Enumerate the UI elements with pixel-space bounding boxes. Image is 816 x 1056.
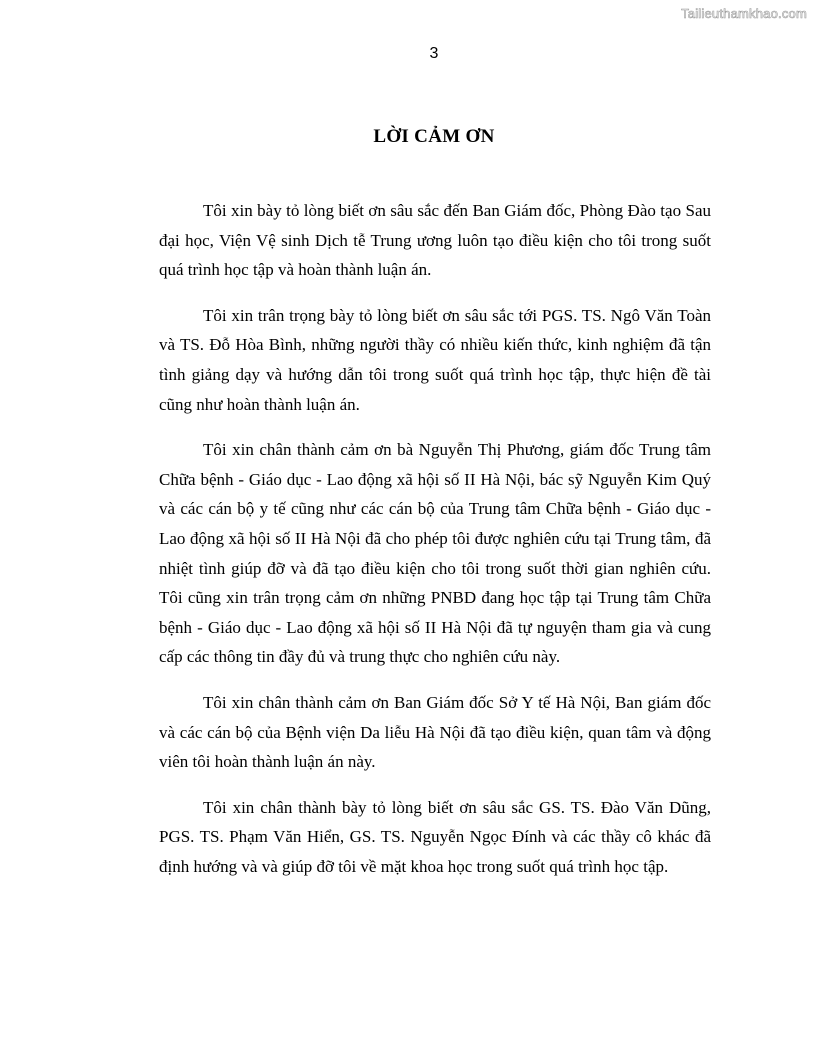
page-title: LỜI CẢM ƠN <box>373 126 495 147</box>
paragraph-3: Tôi xin chân thành cảm ơn bà Nguyễn Thị Phương, giám đốc Trung tâm Chữa bệnh - Giáo dục - Lao động xã hội số II Hà Nội, bác sỹ Nguyễn Kim Quý và các cán bộ y tế cũng như các cán bộ của Trung tâm Chữa bệnh - Giáo dục - Lao động xã hội số II Hà Nội đã cho phép tôi được nghiên cứu tại Trung tâm, đã nhiệt tình giúp đỡ và đã tạo điều kiện cho tôi trong suốt thời gian nghiên cứu. Tôi cũng xin trân trọng cảm ơn những PNBD đang học tập tại Trung tâm Chữa bệnh - Giáo dục - Lao động xã hội số II Hà Nội đã tự nguyện tham gia và cung cấp các thông tin đầy đủ và trung thực cho nghiên cứu này. <box>159 440 711 667</box>
paragraph-4: Tôi xin chân thành cảm ơn Ban Giám đốc Sở Y tế Hà Nội, Ban giám đốc và các cán bộ của Bệnh viện Da liễu Hà Nội đã tạo điều kiện, quan tâm và động viên tôi hoàn thành luận án này. <box>159 692 711 772</box>
document-body <box>159 196 711 897</box>
watermark-text: Tailieuthamkhao.com <box>681 6 807 21</box>
paragraph-2: Tôi xin trân trọng bày tỏ lòng biết ơn sâu sắc tới PGS. TS. Ngô Văn Toàn và TS. Đỗ Hòa Bình, những người thầy có nhiều kiến thức, kinh nghiệm đã tận tình giảng dạy và hướng dẫn tôi trong suốt quá trình học tập, thực hiện đề tài cũng như hoàn thành luận án. <box>159 305 711 414</box>
page-number: 3 <box>429 45 439 62</box>
paragraph-5: Tôi xin chân thành bày tỏ lòng biết ơn sâu sắc GS. TS. Đào Văn Dũng, PGS. TS. Phạm Văn Hiển, GS. TS. Nguyễn Ngọc Đính và các thầy cô khác đã định hướng và và giúp đỡ tôi về mặt khoa học trong suốt quá trình học tập. <box>159 797 711 876</box>
paragraph-1: Tôi xin bày tỏ lòng biết ơn sâu sắc đến Ban Giám đốc, Phòng Đào tạo Sau đại học, Viện Vệ sinh Dịch tễ Trung ương luôn tạo điều kiện cho tôi trong suốt quá trình học tập và hoàn thành luận án. <box>159 201 711 280</box>
